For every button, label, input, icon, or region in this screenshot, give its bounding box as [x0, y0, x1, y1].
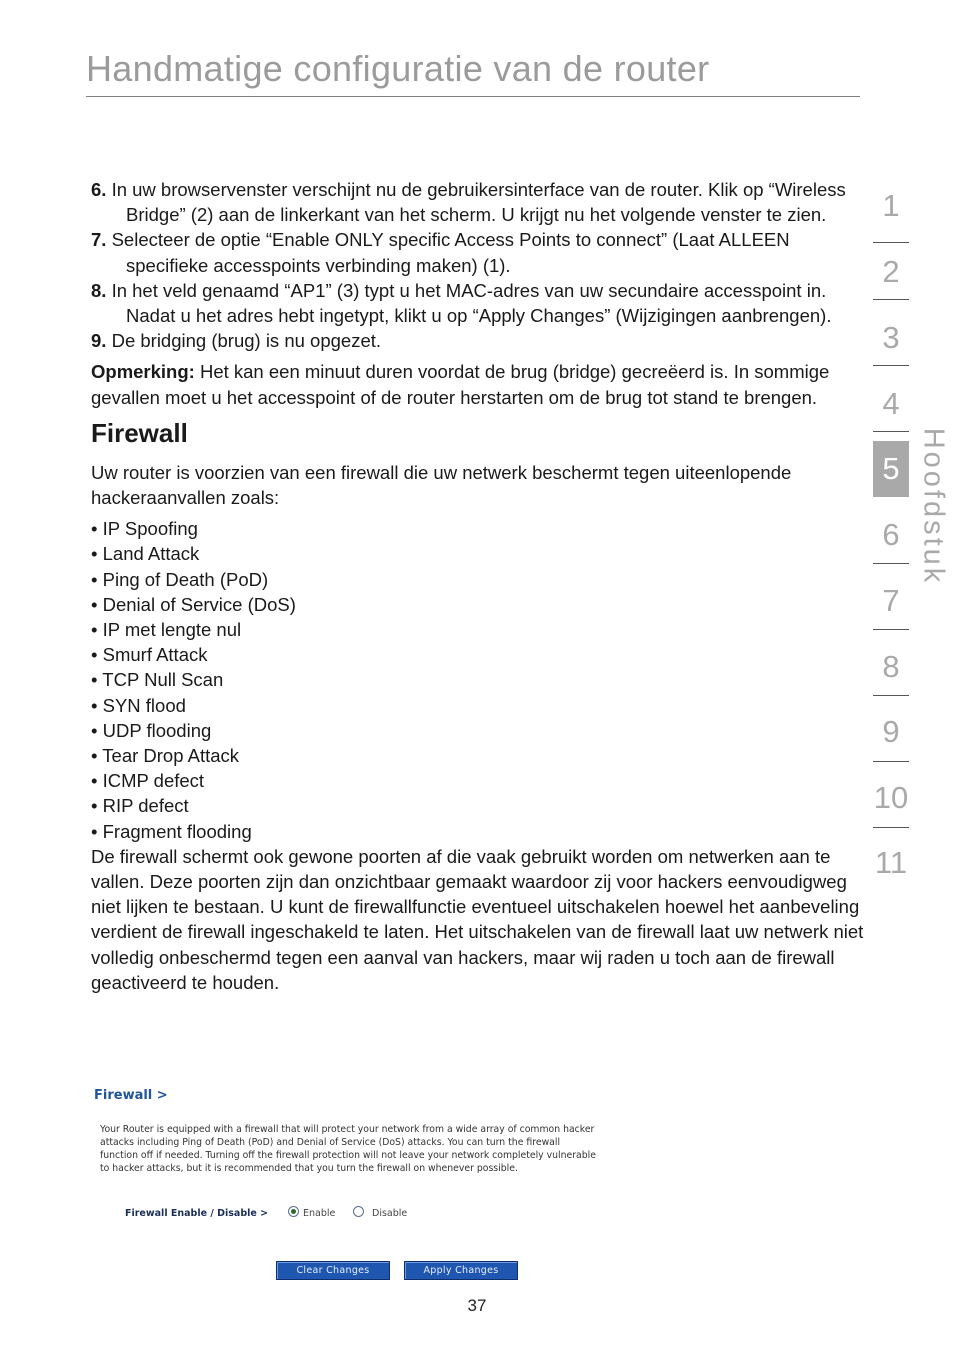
- chapter-item-2[interactable]: 2: [882, 254, 900, 289]
- note-label: Opmerking:: [91, 361, 195, 383]
- chapter-divider: [873, 563, 909, 564]
- list-item: • Tear Drop Attack: [91, 745, 240, 767]
- step-7: 7. Selecteer de optie “Enable ONLY specific Access Points to connect” (Laat ALLEEN specifieke accesspoints verbinding maken) (1).: [91, 229, 790, 276]
- chapter-item-6[interactable]: 6: [882, 517, 900, 552]
- chapter-item-10[interactable]: 10: [873, 780, 909, 815]
- list-item: • Smurf Attack: [91, 644, 208, 666]
- section-intro: Uw router is voorzien van een firewall die uw netwerk beschermt tegen uiteenlopende hackeraanvallen zoals:: [91, 461, 792, 509]
- chapter-divider: [873, 299, 909, 300]
- chapter-label: Hoofdstuk: [917, 427, 950, 586]
- main-content: [91, 177, 866, 995]
- list-item: • Land Attack: [91, 543, 200, 565]
- enable-radio[interactable]: [288, 1206, 299, 1217]
- apply-changes-button[interactable]: Apply Changes: [404, 1261, 518, 1280]
- chapter-item-4[interactable]: 4: [882, 386, 900, 421]
- list-item: • IP met lengte nul: [91, 619, 242, 641]
- firewall-description: Your Router is equipped with a firewall that will protect your network from a wide array of common hacker attacks including Ping of Death (PoD) and Denial of Service (DoS) attacks. You can turn the firewall function off if needed. Turning off the firewall protection will not leave your network completely vulnerable to hacker attacks, but it is recommended that you turn the firewall on whenever possible.: [100, 1124, 596, 1174]
- chapter-item-1[interactable]: 1: [882, 188, 900, 223]
- firewall-paragraph: De firewall schermt ook gewone poorten af die vaak gebruikt worden om netwerken aan te vallen. Deze poorten zijn dan onzichtbaar gemaakt waardoor zij voor hackers eenvoudigweg niet lijken te bestaan. U kunt de firewallfunctie eventueel uitschakelen hoewel het aanbeveling verdient de firewall ingeschakeld te laten. Het uitschakelen van de firewall laat uw netwerk niet volledig onbeschermd tegen een aanval van hackers, maar wij raden u toch aan de firewall geactiveerd te houden.: [91, 845, 864, 993]
- disable-radio-label[interactable]: Disable: [372, 1208, 408, 1219]
- page-number: 37: [467, 1296, 487, 1315]
- section-heading: Firewall: [91, 417, 188, 448]
- list-item: • ICMP defect: [91, 770, 205, 792]
- list-item: • Denial of Service (DoS): [91, 593, 296, 615]
- firewall-toggle-label: Firewall Enable / Disable >: [125, 1208, 269, 1219]
- chapter-divider: [873, 761, 909, 762]
- chapter-divider: [873, 242, 909, 243]
- chapter-item-3[interactable]: 3: [882, 320, 900, 355]
- disable-radio[interactable]: [353, 1206, 364, 1217]
- list-item: • SYN flood: [91, 694, 186, 716]
- list-item: • Fragment flooding: [91, 820, 252, 842]
- chapter-item-9[interactable]: 9: [882, 714, 900, 749]
- title-divider: [86, 96, 860, 97]
- chapter-item-7[interactable]: 7: [882, 583, 900, 618]
- chapter-divider: [873, 629, 909, 630]
- enable-radio-label[interactable]: Enable: [303, 1208, 336, 1219]
- list-item: • TCP Null Scan: [91, 669, 224, 691]
- step-9: 9. De bridging (brug) is nu opgezet.: [91, 330, 382, 352]
- list-item: • IP Spoofing: [91, 518, 198, 540]
- note: [91, 359, 866, 409]
- note-text: Het kan een minuut duren voordat de brug (bridge) gecreëerd is. In sommige gevallen moet u het accesspoint of de router herstarten om de brug tot stand te brengen.: [91, 361, 830, 408]
- chapter-item-8[interactable]: 8: [882, 649, 900, 684]
- clear-changes-button[interactable]: Clear Changes: [276, 1261, 390, 1280]
- chapter-divider: [873, 695, 909, 696]
- chapter-divider: [873, 431, 909, 432]
- step-6: 6. In uw browservenster verschijnt nu de gebruikersinterface van de router. Klik op “Wireless Bridge” (2) aan de linkerkant van het scherm. U krijgt nu het volgende venster te zien.: [91, 179, 846, 226]
- list-item: • UDP flooding: [91, 719, 212, 741]
- chapter-divider: [873, 365, 909, 366]
- firewall-screenshot: [90, 1082, 690, 1292]
- chapter-item-11[interactable]: 11: [874, 845, 908, 880]
- firewall-heading: Firewall >: [94, 1088, 168, 1103]
- chapter-divider: [873, 827, 909, 828]
- attack-list: [91, 516, 866, 844]
- list-item: • RIP defect: [91, 795, 189, 817]
- step-8: 8. In het veld genaamd “AP1” (3) typt u het MAC-adres van uw secundaire accesspoint in. Nadat u het adres hebt ingetypt, klikt u op “Apply Changes” (Wijzigingen aanbrengen).: [91, 279, 832, 327]
- chapter-item-5[interactable]: 5: [873, 441, 909, 497]
- list-item: • Ping of Death (PoD): [91, 568, 269, 590]
- page-title: Handmatige configuratie van de router: [86, 48, 710, 89]
